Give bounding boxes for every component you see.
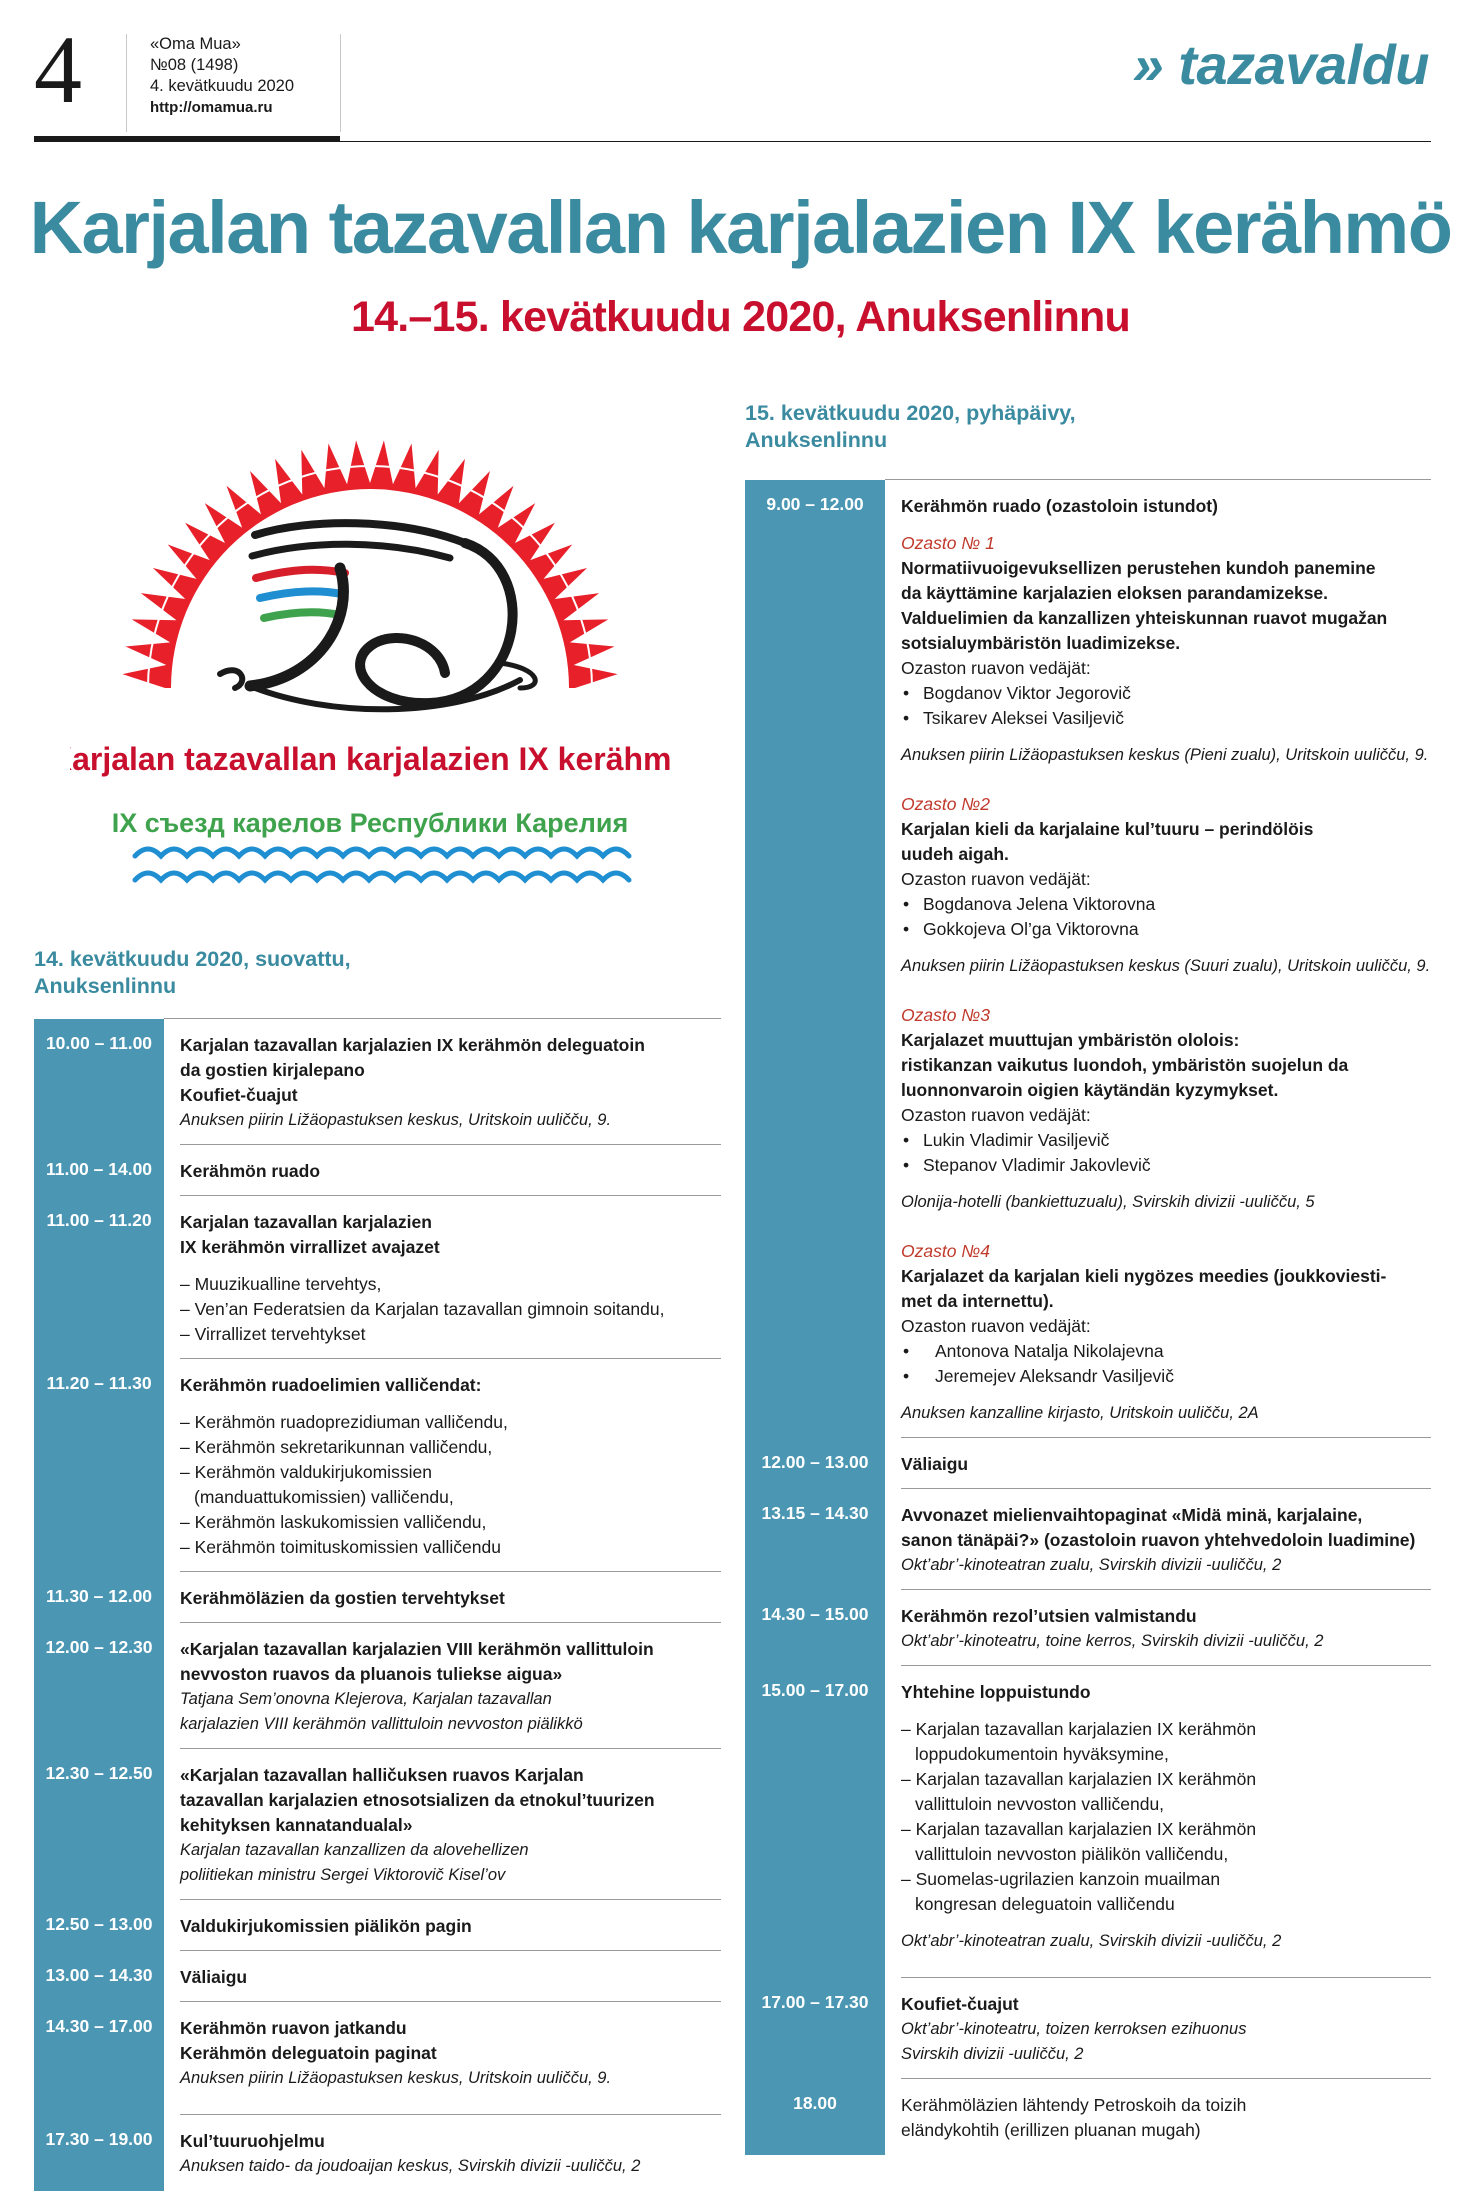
slot-heading: Karjalan kieli da karjalaine kul’tuuru – perindölöis [901,819,1314,839]
spacer [901,780,1431,792]
slot-text: – Kerähmön sekretarikunnan valličendu, [180,1437,493,1457]
spacer [901,731,1431,743]
slot-text: – Kerähmön valdukirjukomissien [180,1462,432,1482]
slot-content [901,1438,1431,1489]
slot-text: eländykohtih (erillizen pluanan mugah) [901,2120,1201,2140]
schedule-slot [745,1438,1431,1489]
logo-waves [135,849,629,880]
slot-time: 11.00 – 11.20 [46,1210,152,1230]
leader-item: • Antonova Natalja Nikolajevna [901,1339,1431,1364]
slot-text: – Karjalan tazavallan karjalazien IX kerähmön [901,1719,1257,1739]
leader-item: • Tsikarev Aleksei Vasiljevič [901,706,1431,731]
slot-location: Karjalan tazavallan kanzallizen da alovehellizen [180,1841,529,1859]
slot-heading: met da internettu). [901,1291,1054,1311]
slot-content [180,1196,721,1359]
slot-time: 12.30 – 12.50 [45,1763,153,1783]
schedule-slot [34,1196,721,1359]
spacer [901,942,1431,954]
slot-content [180,1749,721,1900]
spacer [901,979,1431,991]
slot-time: 12.00 – 12.30 [45,1637,153,1657]
slot-heading: Kerähmön ruadoelimien valličendat: [180,1375,482,1395]
slot-heading: Yhtehine loppuistundo [901,1682,1091,1702]
spacer [901,1705,1431,1717]
issue-number: №08 (1498) [150,56,239,74]
page-number: 4 [34,16,82,123]
leader-item: • Bogdanova Jelena Viktorovna [901,892,1431,917]
slot-heading: «Karjalan tazavallan halličuksen ruavos Karjalan [180,1765,584,1785]
slot-time: 17.00 – 17.30 [761,1992,869,2012]
schedule-slot [745,1489,1431,1590]
slot-content [901,1590,1431,1666]
slot-text: – Virrallizet tervehtykset [180,1324,366,1344]
slot-text: Ozaston ruavon vedäjät: [901,658,1091,678]
spacer [901,1954,1431,1966]
slot-location: Anuksen piirin Ližäopastuksen keskus (Pieni zualu), Uritskoin uuličču, 9. [901,746,1429,764]
slot-content [901,1666,1431,1978]
slot-time: 13.00 – 14.30 [45,1965,153,1985]
slot-content [180,1359,721,1572]
slot-heading: Koufiet-čuajut [901,1994,1019,2014]
spacer [180,1398,721,1410]
slot-heading: Valduelimien da kanzallizen yhteiskunnan ruavot mugažan [901,608,1388,628]
day2-header [745,400,1076,454]
slot-heading: luonnonvaroin oigien käytändän kyzymykset. [901,1080,1279,1100]
slot-heading: Kerähmön ruado (ozastoloin istundot) [901,496,1218,516]
slot-location: Okt’abr’-kinoteatru, toizen kerroksen ezihuonus [901,2020,1247,2038]
slot-heading: Kerähmön ruavon jatkandu [180,2018,407,2038]
slot-heading: Karjalazet muuttujan ymbäristön ololois: [901,1030,1240,1050]
slot-text: – Ven’an Federatsien da Karjalan tazavallan gimnoin soitandu, [180,1299,665,1319]
schedule-slot [34,1019,721,1145]
slot-location: Anuksen piirin Ližäopastuksen keskus, Uritskoin uuličču, 9. [180,2069,612,2087]
leader-item: • Lukin Vladimir Vasiljevič [901,1128,1431,1153]
slot-text: (manduattukomissien) valličendu, [194,1487,454,1507]
slot-heading: kehityksen kannatandualal» [180,1815,413,1835]
spacer [180,1260,721,1272]
slot-time: 15.00 – 17.00 [761,1680,869,1700]
schedule-slot [34,1900,721,1951]
slot-heading: Koufiet-čuajut [180,1085,298,1105]
spacer [180,2091,721,2103]
spacer [901,1178,1431,1190]
slot-heading: nevvoston ruavos da pluanois tuliekse aigua» [180,1664,563,1684]
slot-content [180,2115,721,2191]
schedule-slot [745,1978,1431,2079]
day2-place: Anuksenlinnu [745,428,888,452]
slot-heading: Väliaigu [180,1967,248,1987]
spacer [901,1215,1431,1227]
schedule-slot [34,2115,721,2191]
slot-content [901,1978,1431,2079]
spacer [901,1227,1431,1239]
slot-time: 10.00 – 11.00 [45,1033,153,1053]
slot-content [180,1623,721,1749]
slot-time: 12.00 – 13.00 [761,1452,869,1472]
slot-heading: Karjalazet da karjalan kieli nygözes meedies (joukkoviesti- [901,1266,1387,1286]
schedule-slot [745,2079,1431,2155]
header-rule [34,141,1431,142]
spacer [901,519,1431,531]
day1-place: Anuksenlinnu [34,974,177,998]
slot-location: Anuksen taido- da joudoaijan keskus, Svirskih divizii -uuličču, 2 [180,2157,641,2175]
slot-location: Anuksen piirin Ližäopastuksen keskus, Uritskoin uuličču, 9. [180,1111,612,1129]
logo-subtitle-ru: IX съезд карелов Республики Карелия [111,808,629,838]
section-label: Ozasto №3 [901,1005,990,1025]
slot-heading: ristikanzan vaikutus luondoh, ymbäristön suojelun da [901,1055,1349,1075]
slot-heading: Normatiivuoigevuksellizen perustehen kundoh panemine [901,558,1376,578]
leader-item: • Bogdanov Viktor Jegorovič [901,681,1431,706]
slot-time: 11.00 – 14.00 [45,1159,153,1179]
slot-heading: tazavallan karjalazien etnosotsializen da etnokul’tuurizen [180,1790,655,1810]
slot-heading: Avvonazet mielienvaihtopaginat «Midä minä, karjalaine, [901,1505,1363,1525]
slot-time: 14.30 – 17.00 [45,2016,153,2036]
congress-logo-graphic [70,418,670,938]
congress-logo [70,418,670,938]
slot-text: – Kerähmön toimituskomissien valličendu [180,1537,501,1557]
slot-heading: «Karjalan tazavallan karjalazien VIII kerähmön vallittuloin [180,1639,654,1659]
slot-text: – Karjalan tazavallan karjalazien IX kerähmön [901,1769,1257,1789]
slot-text: loppudokumentoin hyväksymine, [915,1744,1169,1764]
issue-date: 4. kevätkuudu 2020 [150,77,295,95]
schedule-slot [34,1145,721,1196]
slot-location: poliitiekan ministru Sergei Viktorovič Kisel’ov [180,1866,506,1884]
masthead-meta [150,34,294,118]
slot-heading: da gostien kirjalepano [180,1060,365,1080]
schedule-slot [745,1590,1431,1666]
slot-content [180,1019,721,1145]
slot-location: Anuksen kanzalline kirjasto, Uritskoin uuličču, 2A [901,1404,1259,1422]
slot-content [180,2002,721,2115]
paper-url[interactable]: http://omamua.ru [150,99,273,116]
slot-text: – Karjalan tazavallan karjalazien IX kerähmön [901,1819,1257,1839]
slot-text: – Muuzikualline tervehtys, [180,1274,382,1294]
spacer [901,1389,1431,1401]
slot-heading: sotsialuymbäristön luadimizekse. [901,633,1181,653]
spacer [901,991,1431,1003]
leader-item: • Gokkojeva Ol’ga Viktorovna [901,917,1431,942]
schedule-slot [745,1666,1431,1978]
paper-name: «Oma Mua» [150,35,241,53]
leader-item: • Stepanov Vladimir Jakovlevič [901,1153,1431,1178]
schedule-top-rule [885,479,1431,480]
slot-text: kongresan deleguatoin valličendu [915,1894,1175,1914]
schedule-slot [34,1359,721,1572]
schedule-top-rule [164,1018,721,1019]
masthead-divider [340,34,341,132]
slot-heading: Väliaigu [901,1454,969,1474]
slot-content [180,1951,721,2002]
slot-location: Okt’abr’-kinoteatran zualu, Svirskih divizii -uuličču, 2 [901,1556,1282,1574]
slot-text: – Suomelas-ugrilazien kanzoin muailman [901,1869,1221,1889]
day1-date: 14. kevätkuudu 2020, suovattu, [34,947,351,971]
slot-content [901,2079,1431,2155]
slot-heading: Kerähmön ruado [180,1161,321,1181]
slot-text: Ozaston ruavon vedäjät: [901,1105,1091,1125]
slot-time: 11.30 – 12.00 [45,1586,153,1606]
slot-content [180,1145,721,1196]
slot-content [901,1489,1431,1590]
masthead-divider [126,34,127,132]
slot-text: vallittuloin nevvoston piälikön valličendu, [915,1844,1229,1864]
section-label: » tazavaldu [1132,33,1429,96]
slot-heading: Kerähmöläzien da gostien tervehtykset [180,1588,505,1608]
slot-heading: Kerähmön rezol’utsien valmistandu [901,1606,1197,1626]
schedule-slot [34,1623,721,1749]
slot-heading: sanon tänäpäi?» (ozastoloin ruavon yhtehvedoloin luadimine) [901,1530,1416,1550]
schedule-slot [34,1749,721,1900]
slot-location: Okt’abr’-kinoteatran zualu, Svirskih divizii -uuličču, 2 [901,1932,1282,1950]
day2-schedule [745,480,1431,2155]
slot-heading: Valdukirjukomissien piälikön pagin [180,1916,472,1936]
slot-text: Kerähmöläzien lähtendy Petroskoih da toizih [901,2095,1247,2115]
leader-item: • Jeremejev Aleksandr Vasiljevič [901,1364,1431,1389]
slot-time: 18.00 [793,2093,837,2113]
slot-content [901,480,1431,1438]
section-label: Ozasto №2 [901,794,990,814]
slot-text: – Kerähmön ruadoprezidiuman valličendu, [180,1412,508,1432]
slot-content [180,1900,721,1951]
schedule-slot [745,480,1431,1438]
slot-location: Olonija-hotelli (bankiettuzualu), Svirskih divizii -uuličču, 5 [901,1193,1315,1211]
slot-location: Anuksen piirin Ližäopastuksen keskus (Suuri zualu), Uritskoin uuličču, 9. [901,957,1431,975]
spacer [901,768,1431,780]
slot-text: Ozaston ruavon vedäjät: [901,1316,1091,1336]
day1-header [34,946,351,1000]
slot-text: – Kerähmön laskukomissien valličendu, [180,1512,487,1532]
slot-text: vallittuloin nevvoston valličendu, [915,1794,1165,1814]
slot-text: Ozaston ruavon vedäjät: [901,869,1091,889]
slot-heading: IX kerähmön virrallizet avajazet [180,1237,440,1257]
slot-location: karjalazien VIII kerähmön vallittuloin nevvoston piälikkö [180,1715,583,1733]
slot-time: 11.20 – 11.30 [46,1373,152,1393]
slot-heading: Karjalan tazavallan karjalazien IX kerähmön deleguatoin [180,1035,645,1055]
day1-schedule [34,1019,721,2191]
slot-heading: Kerähmön deleguatoin paginat [180,2043,437,2063]
slot-heading: Kul’tuuruohjelmu [180,2131,325,2151]
schedule-slot [34,2002,721,2115]
logo-title: Karjalan tazavallan karjalazien IX kerähmö [70,741,670,777]
page-subtitle: 14.–15. kevätkuudu 2020, Anuksenlinnu [351,293,1130,341]
page-title: Karjalan tazavallan karjalazien IX kerähmö [29,186,1452,269]
schedule-slot [34,1951,721,2002]
slot-heading: da käyttämine karjalazien eloksen parandamizekse. [901,583,1329,603]
slot-content [180,1572,721,1623]
day2-date: 15. kevätkuudu 2020, pyhäpäivy, [745,401,1076,425]
slot-location: Svirskih divizii -uuličču, 2 [901,2045,1084,2063]
slot-heading: uudeh aigah. [901,844,1009,864]
slot-location: Tatjana Sem’onovna Klejerova, Karjalan tazavallan [180,1690,552,1708]
slot-time: 14.30 – 15.00 [761,1604,869,1624]
section-label: Ozasto №4 [901,1241,990,1261]
slot-heading: Karjalan tazavallan karjalazien [180,1212,432,1232]
spacer [901,1917,1431,1929]
schedule-slot [34,1572,721,1623]
slot-time: 13.15 – 14.30 [761,1503,869,1523]
slot-time: 17.30 – 19.00 [45,2129,153,2149]
slot-time: 9.00 – 12.00 [766,494,864,514]
slot-location: Okt’abr’-kinoteatru, toine kerros, Svirskih divizii -uuličču, 2 [901,1632,1324,1650]
section-label: Ozasto № 1 [901,533,995,553]
slot-time: 12.50 – 13.00 [45,1914,153,1934]
